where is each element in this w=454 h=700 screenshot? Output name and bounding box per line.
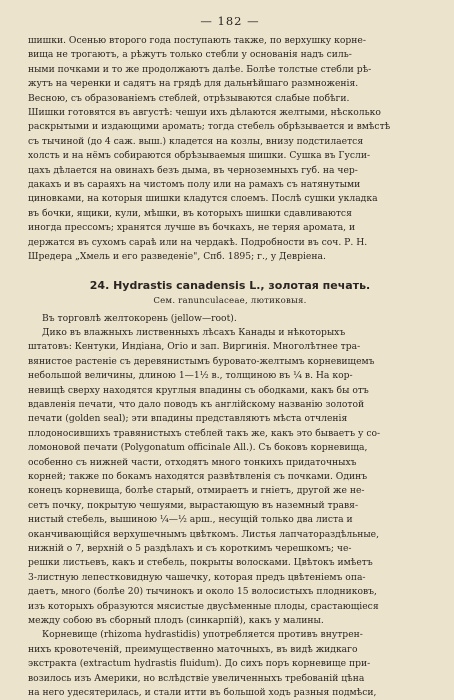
text-line: сетъ почку, покрытую чешуями, вырастающую въ наземный травя- [28, 499, 359, 511]
text-line: держатся въ сухомъ сараѣ или на чердакѣ. Подробности въ соч. Р. Н. [28, 236, 368, 248]
paragraph-hops [28, 34, 432, 265]
text-line: Шредера „Хмель и его разведеніе", Спб. 1895; г., у Девріена. [28, 251, 326, 263]
text-line: вдавленія печати, что дало поводъ къ англійскому названію золотой [28, 398, 365, 410]
text-line: циновками, на которыя шишки кладутся слоемъ. Послѣ сушки укладка [28, 193, 378, 205]
text-line: особенно съ нижней части, отходятъ много тонкихъ придаточныхъ [28, 456, 357, 468]
text-line: раскрытыми и издающими аромать; тогда стебель обрѣзывается и вмѣстѣ [28, 121, 391, 133]
text-line: решки листьевъ, какъ и стебель, покрыты волосками. Цвѣтокъ имѣетъ [28, 557, 373, 569]
text-line: цахъ дѣлается на овинахъ безъ дыма, въ черноземныхъ губ. на чер- [28, 164, 358, 176]
text-line: нихъ кровотеченій, преимущественно маточныхъ, въ видѣ жидкаго [28, 643, 358, 655]
text-line: дакахъ и въ сараяхъ на чистомъ полу или на рамахъ съ натянутыми [28, 179, 361, 191]
text-line: Корневище (rhizoma hydrastidis) употребляется противъ внутрен- [42, 629, 363, 641]
text-line: шишки. Осенью второго года поступають также, по верхушку корне- [28, 35, 366, 46]
text-line: корней; также по бокамъ находятся развѣтвленія съ почками. Одинъ [28, 470, 368, 482]
text-line: плодоносившихъ травянистыхъ стеблей такъ же, какъ это бываетъ у со- [28, 427, 381, 439]
text-line: холсть и на нёмъ собираются обрѣзываемыя шишки. Сушка въ Гусли- [28, 150, 371, 162]
text-line: Шишки готовятся въ августѣ: чешуи ихъ дѣлаются желтыми, нѣсколько [28, 107, 381, 119]
text-line: печати (golden seal); эти впадины представляютъ мѣста отчленія [28, 413, 348, 425]
text-line: невищѣ сверху находятся круглыя впадины съ ободками, какъ бы отъ [28, 384, 369, 396]
text-line: Въ торговлѣ желтокорень (jellow—root). [42, 312, 237, 324]
text-line: экстракта (extractum hydrastis fluidum). До сихъ поръ корневище при- [28, 658, 371, 670]
text-line: конецъ корневища, болѣе старый, отмираетъ и гніетъ, другой же не- [28, 485, 365, 497]
text-line: въ бочки, ящики, кули, мѣшки, въ которыхъ шишки сдавливаются [28, 207, 352, 219]
text-line: между собою въ сборный плодъ (синкарпій), какъ у малины. [28, 615, 324, 627]
text-line: изъ которыхъ образуются мясистые двусѣменные плоды, срастающіеся [28, 600, 379, 612]
paragraph-hydrastis-usage [28, 628, 432, 700]
text-line: даетъ, много (болѣе 20) тычинокъ и около 15 волосистыхъ плодниковъ, [28, 586, 377, 598]
text-line: вища не трогаютъ, а рѣжутъ только стебли у основанія надъ силь- [28, 49, 352, 61]
page-number: — 182 — [200, 14, 260, 28]
text-line: иногда прессомъ; хранятся лучше въ бочкахъ, не теряя аромата, и [28, 222, 356, 234]
text-line: возилось изъ Америки, но вслѣдствіе увеличенныхъ требованій цѣна [28, 672, 365, 684]
text-line: штатовъ: Кентуки, Индіана, Огіо и зап. Виргинія. Многолѣтнее тра- [28, 341, 361, 353]
text-line: Дико въ влажныхъ лиственныхъ лѣсахъ Канады и нѣкоторыхъ [42, 326, 346, 338]
text-line: жутъ на черенки и садятъ на грядѣ для дальнѣйшаго размноженія. [28, 78, 359, 90]
text-line: 3-листную лепестковидную чашечку, которая предъ цвѣтеніемъ опа- [28, 571, 366, 583]
text-line: Весною, съ образованіемъ стеблей, отрѣзываются слабые побѣги. [28, 92, 350, 104]
text-line: вянистое растеніе съ деревянистымъ буровато-желтымъ корневищемъ [28, 355, 375, 367]
text-line: ломоновой печати (Polygonatum officinale All.). Съ боковъ корневища, [28, 442, 368, 454]
section-heading: 24. Hydrastis canadensis L., золотая печать. [89, 278, 371, 292]
text-line: на него удесятерилась, и стали итти въ большой ходъ разныя подмѣси, [28, 687, 377, 699]
text-line: нижній о 7, верхній о 5 раздѣлахъ и съ короткимъ черешкомъ; че- [28, 543, 352, 554]
text-line: небольшой величины, длиною 1—1½ в., толщиною въ ¼ в. На кор- [28, 370, 353, 382]
paragraph-hydrastis-description [28, 312, 432, 629]
text-line: ными почками и то же продолжаютъ далѣе. Болѣе толстые стебли рѣ- [28, 63, 372, 75]
section-subheading: Сем. ranunculaceae, лютиковыя. [153, 295, 307, 306]
text-line: нистый стебель, вышиною ¼—½ арш., несущій только два листа и [28, 514, 353, 526]
text-line: оканчивающійся верхушечнымъ цвѣткомъ. Листья лапчатораздѣльные, [28, 528, 380, 540]
text-line: съ тычиной (до 4 саж. выш.) кладется на козлы, внизу подстилается [28, 135, 364, 147]
